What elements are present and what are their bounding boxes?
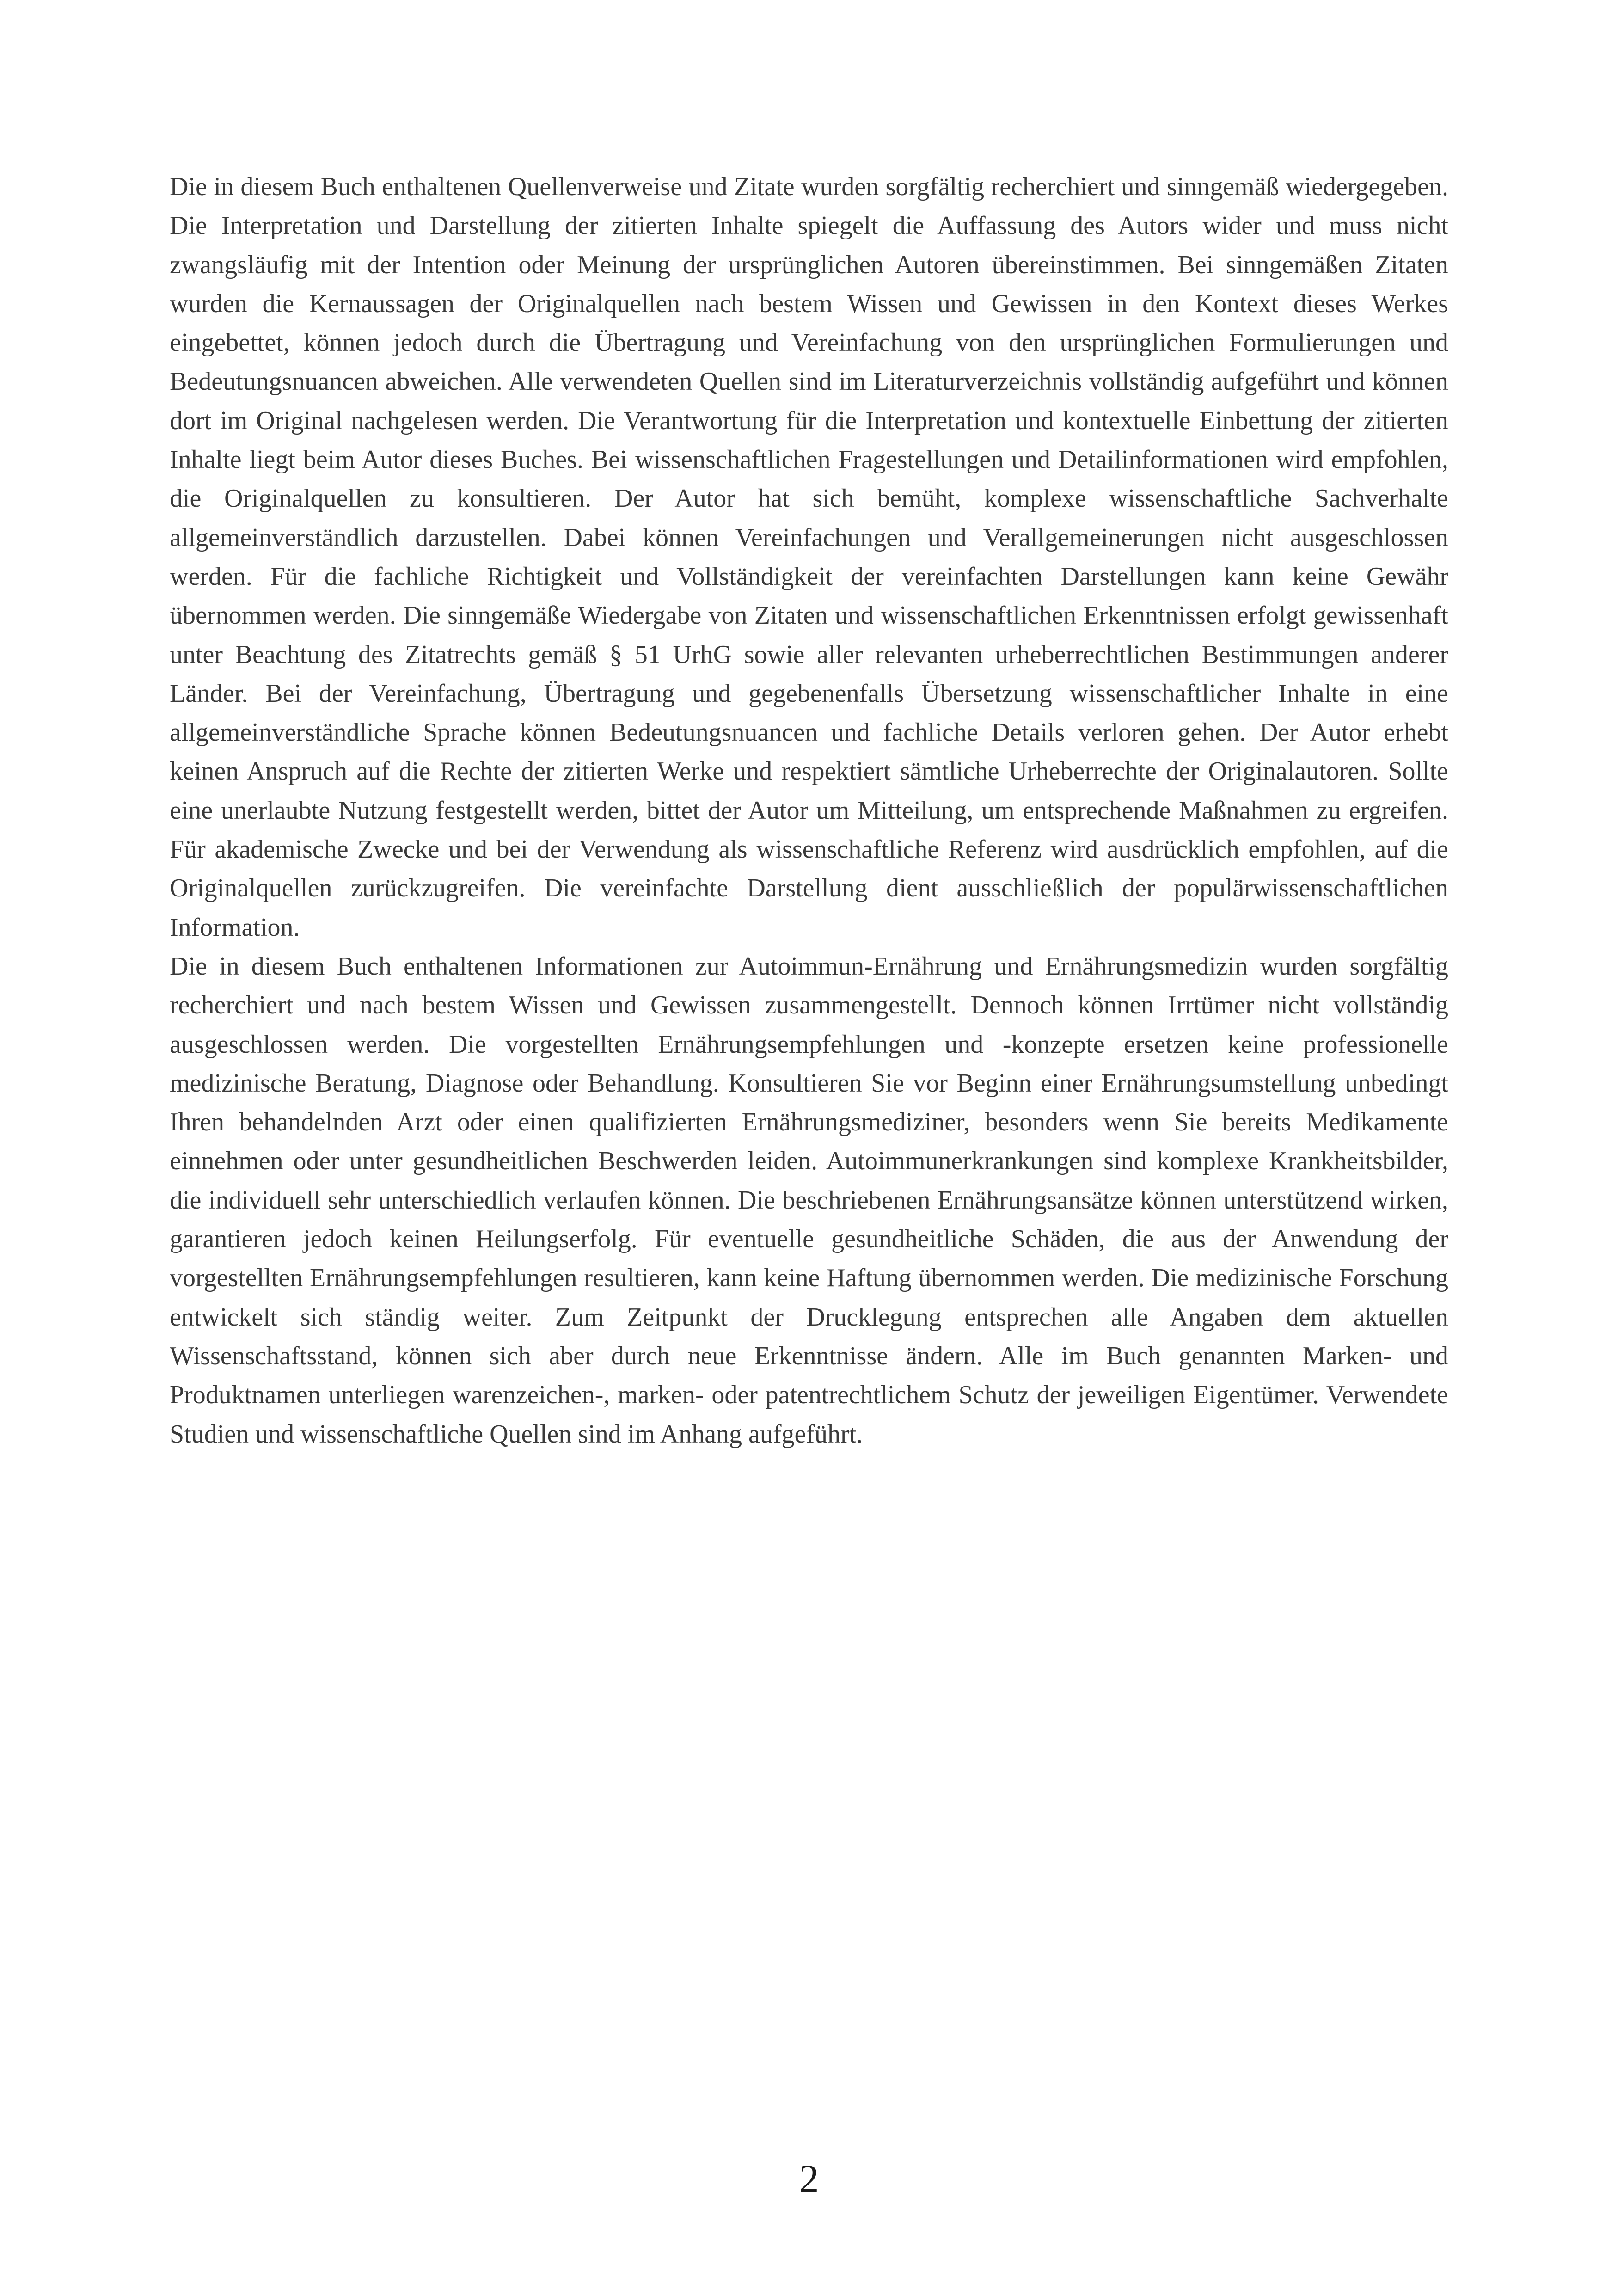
- page-number: 2: [799, 2156, 819, 2201]
- paragraph-medical-disclaimer: Die in diesem Buch enthaltenen Informationen zur Autoimmun-Ernährung und Ernährungsmedizin wurden sorgfältig recherchiert und nach bestem Wissen und Gewissen zusammengestellt. Dennoch können Irrtümer nicht vollständig ausgeschlossen werden. Die vorgestellten Ernährungsempfehlungen und -konzepte ersetzen keine professionelle medizinische Beratung, Diagnose oder Behandlung. Konsultieren Sie vor Beginn einer Ernährungsumstellung unbedingt Ihren behandelnden Arzt oder einen qualifizierten Ernährungsmediziner, besonders wenn Sie bereits Medikamente einnehmen oder unter gesundheitlichen Beschwerden leiden. Autoimmunerkrankungen sind komplexe Krankheitsbilder, die individuell sehr unterschiedlich verlaufen können. Die beschriebenen Ernährungsansätze können unterstützend wirken, garantieren jedoch keinen Heilungserfolg. Für eventuelle gesundheitliche Schäden, die aus der Anwendung der vorgestellten Ernährungsempfehlungen resultieren, kann keine Haftung übernommen werden. Die medizinische Forschung entwickelt sich ständig weiter. Zum Zeitpunkt der Drucklegung entsprechen alle Angaben dem aktuellen Wissenschaftsstand, können sich aber durch neue Erkenntnisse ändern. Alle im Buch genannten Marken- und Produktnamen unterliegen warenzeichen-, marken- oder patentrechtlichem Schutz der jeweiligen Eigentümer. Verwendete Studien und wissenschaftliche Quellen sind im Anhang aufgeführt.: [170, 952, 1448, 1449]
- paragraph-sources-disclaimer: Die in diesem Buch enthaltenen Quellenverweise und Zitate wurden sorgfältig recherchiert und sinngemäß wiedergegeben. Die Interpretation und Darstellung der zitierten Inhalte spiegelt die Auffassung des Autors wider und muss nicht zwangsläufig mit der Intention oder Meinung der ursprünglichen Autoren übereinstimmen. Bei sinngemäßen Zitaten wurden die Kernaussagen der Originalquellen nach bestem Wissen und Gewissen in den Kontext dieses Werkes eingebettet, können jedoch durch die Übertragung und Vereinfachung von den ursprünglichen Formulierungen und Bedeutungsnuancen abweichen. Alle verwendeten Quellen sind im Literaturverzeichnis vollständig aufgeführt und können dort im Original nachgelesen werden. Die Verantwortung für die Interpretation und kontextuelle Einbettung der zitierten Inhalte liegt beim Autor dieses Buches. Bei wissenschaftlichen Fragestellungen und Detailinformationen wird empfohlen, die Originalquellen zu konsultieren. Der Autor hat sich bemüht, komplexe wissenschaftliche Sachverhalte allgemeinverständlich darzustellen. Dabei können Vereinfachungen und Verallgemeinerungen nicht ausgeschlossen werden. Für die fachliche Richtigkeit und Vollständigkeit der vereinfachten Darstellungen kann keine Gewähr übernommen werden. Die sinngemäße Wiedergabe von Zitaten und wissenschaftlichen Erkenntnissen erfolgt gewissenhaft unter Beachtung des Zitatrechts gemäß § 51 UrhG sowie aller relevanten urheberrechtlichen Bestimmungen anderer Länder. Bei der Vereinfachung, Übertragung und gegebenenfalls Übersetzung wissenschaftlicher Inhalte in eine allgemeinverständliche Sprache können Bedeutungsnuancen und fachliche Details verloren gehen. Der Autor erhebt keinen Anspruch auf die Rechte der zitierten Werke und respektiert sämtliche Urheberrechte der Originalautoren. Sollte eine unerlaubte Nutzung festgestellt werden, bittet der Autor um Mitteilung, um entsprechende Maßnahmen zu ergreifen. Für akademische Zwecke und bei der Verwendung als wissenschaftliche Referenz wird ausdrücklich empfohlen, auf die Originalquellen zurückzugreifen. Die vereinfachte Darstellung dient ausschließlich der populärwissenschaftlichen Information.: [170, 172, 1448, 942]
- body-text: [170, 167, 1448, 1454]
